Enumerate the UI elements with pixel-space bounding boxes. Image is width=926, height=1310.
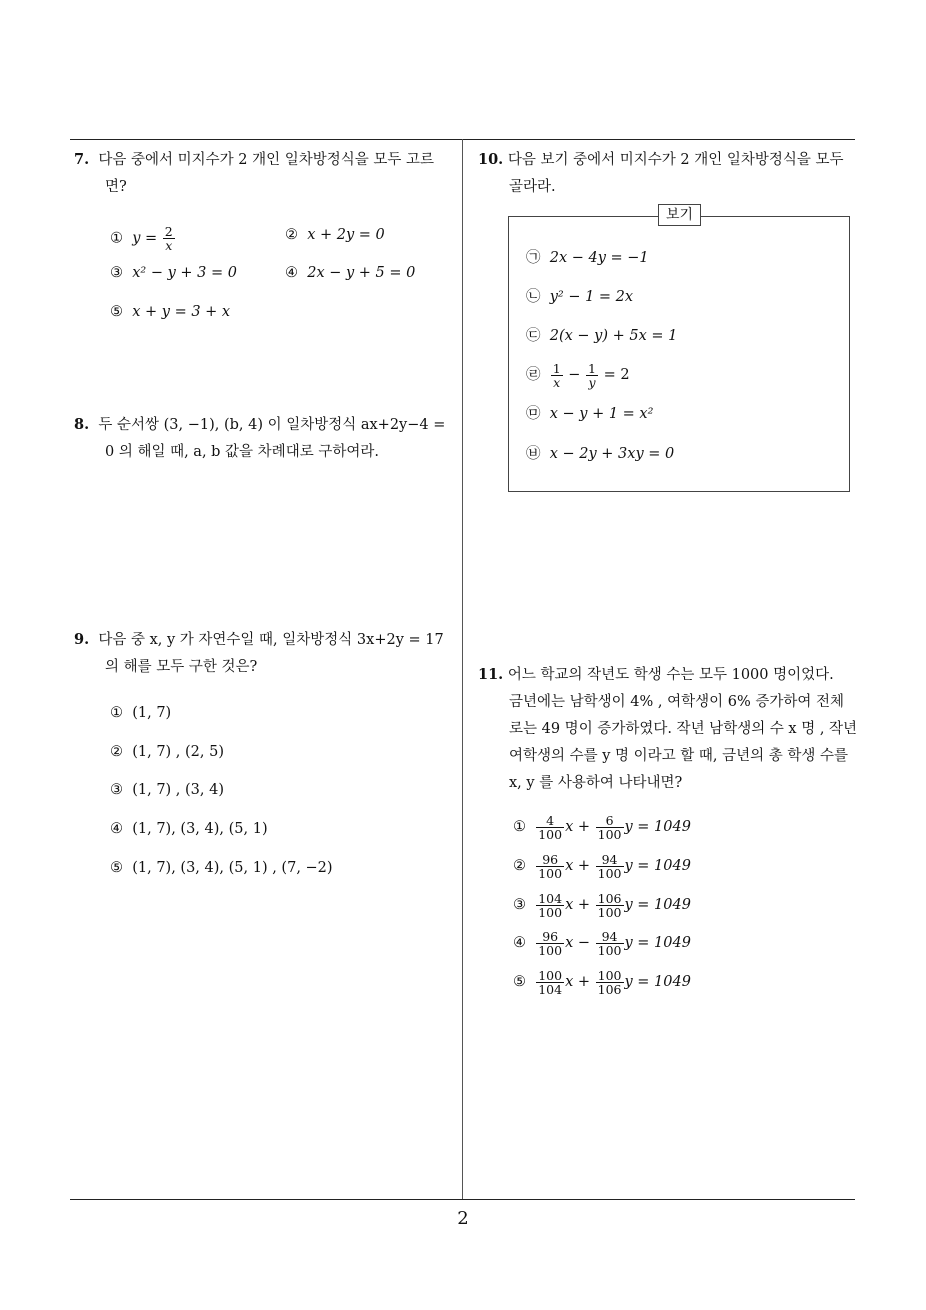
choice-mark: ⑤ (110, 860, 123, 876)
question-text: 0 의 해일 때, a, b 값을 차례대로 구하여라. (105, 444, 379, 460)
choice-expression: (1, 7) , (2, 5) (132, 744, 225, 760)
question-text: 면? (105, 179, 127, 195)
choice-2[interactable] (285, 225, 385, 245)
question-number: 7. (74, 151, 90, 168)
question-text: 금년에는 남학생이 4% , 여학생이 6% 증가하여 전체 (509, 694, 845, 710)
choice-expression: x + y = 3 + x (132, 304, 231, 320)
choice-5[interactable] (110, 302, 230, 322)
fraction: $\frac{2}{x}$ (164, 224, 173, 253)
choice-mark: ① (110, 230, 123, 247)
choice-expression: x² − y + 3 = 0 (132, 265, 237, 281)
question-text: 다음 중 x, y 가 자연수일 때, 일차방정식 3x+2y = 17 (98, 632, 444, 648)
choice-expression: (1, 7) (132, 705, 172, 721)
question-text: 두 순서쌍 (3, −1), (b, 4) 이 일차방정식 ax+2y−4 = (98, 417, 446, 433)
example-item: ㉢ 2(x − y) + 5x = 1 (526, 328, 678, 344)
question-text: 로는 49 명이 증가하였다. 작년 남학생의 수 x 명 , 작년 (509, 721, 858, 737)
example-item: ㉣ $\frac{1}{x}$ − $\frac{1}{y}$ = 2 (526, 360, 630, 390)
choice-5[interactable]: ⑤ $\frac{100}{104}$ x + $\frac{100}{106}$ y = 1049 (513, 967, 691, 997)
choice-mark: ② (285, 227, 298, 243)
choice-expression: (1, 7) , (3, 4) (132, 782, 225, 798)
choice-5[interactable] (110, 858, 333, 878)
choice-1[interactable]: ① $\frac{4}{100}$ x + $\frac{6}{100}$ y = 1049 (513, 812, 691, 842)
question-10 (478, 146, 860, 201)
choice-expression: x + 2y = 0 (307, 227, 385, 243)
choice-mark: ④ (110, 821, 123, 837)
example-item: ㉤ x − y + 1 = x² (526, 406, 654, 422)
choice-mark: ④ (285, 265, 298, 281)
question-text: 골라라. (509, 179, 556, 195)
choice-3[interactable] (110, 263, 237, 283)
choice-expression: (1, 7), (3, 4), (5, 1) (132, 821, 268, 837)
question-text: 다음 중에서 미지수가 2 개인 일차방정식을 모두 고르 (98, 152, 434, 168)
choice-2[interactable] (110, 742, 224, 762)
question-number: 8. (74, 416, 90, 433)
choice-1[interactable] (110, 703, 171, 723)
example-box-title: 보기 (658, 204, 701, 226)
question-number: 10. (478, 151, 504, 168)
example-item: ㉡ y² − 1 = 2x (526, 289, 634, 305)
question-text: 의 해를 모두 구한 것은? (105, 659, 258, 675)
question-text: 여학생의 수를 y 명 이라고 할 때, 금년의 총 학생 수를 (509, 748, 849, 764)
question-9 (74, 626, 459, 681)
choice-mark: ⑤ (110, 304, 123, 320)
question-7 (74, 146, 459, 201)
question-text: 어느 학교의 작년도 학생 수는 모두 1000 명이었다. (507, 667, 834, 683)
page-number: 2 (457, 1208, 469, 1229)
choice-mark: ③ (110, 782, 123, 798)
choice-3[interactable]: ③ $\frac{104}{100}$ x + $\frac{106}{100}$ y = 1049 (513, 890, 691, 920)
choice-4[interactable] (285, 263, 415, 283)
choice-expression: (1, 7), (3, 4), (5, 1) , (7, −2) (132, 860, 333, 876)
question-number: 11. (478, 666, 504, 683)
choice-1[interactable] (110, 225, 176, 252)
choice-2[interactable]: ② $\frac{96}{100}$ x + $\frac{94}{100}$ y = 1049 (513, 851, 691, 881)
question-text: x, y 를 사용하여 나타내면? (509, 775, 683, 791)
choice-4[interactable] (110, 819, 268, 839)
bottom-rule (70, 1199, 855, 1200)
choice-3[interactable] (110, 780, 224, 800)
question-11 (478, 661, 863, 797)
question-number: 9. (74, 631, 90, 648)
choice-expression: y = (132, 230, 158, 247)
choice-mark: ① (110, 705, 123, 721)
column-divider (462, 139, 463, 1200)
choice-mark: ③ (110, 265, 123, 281)
choice-expression: 2x − y + 5 = 0 (307, 265, 416, 281)
question-text: 다음 보기 중에서 미지수가 2 개인 일차방정식을 모두 (507, 152, 844, 168)
question-8 (74, 411, 459, 466)
example-item: ㉥ x − 2y + 3xy = 0 (526, 446, 675, 462)
example-item: ㉠ 2x − 4y = −1 (526, 250, 649, 266)
choice-mark: ② (110, 744, 123, 760)
choice-4[interactable]: ④ $\frac{96}{100}$ x − $\frac{94}{100}$ y = 1049 (513, 928, 691, 958)
